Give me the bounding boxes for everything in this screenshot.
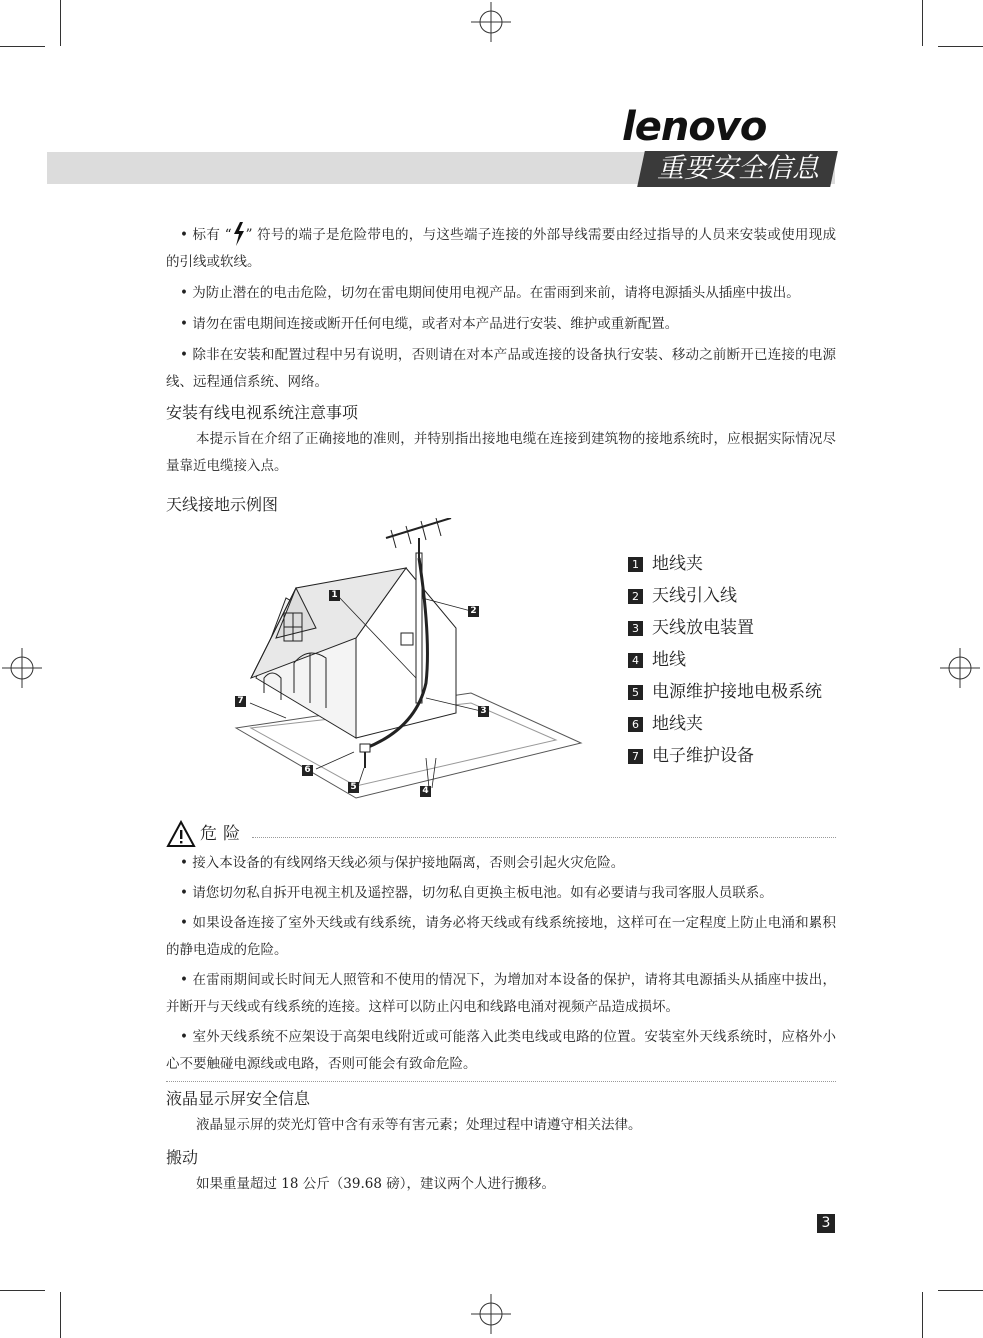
danger-item (166, 850, 836, 877)
legend-number: 1 (628, 557, 643, 572)
bullet-text: • 除非在安装和配置过程中另有说明，否则请在对本产品或连接的设备执行安装、移动之前断开已连接的电源线、远程通信系统、网络。 (166, 347, 836, 390)
legend-label: 电子维护设备 (652, 746, 754, 766)
danger-item-text: • 如果设备连接了室外天线或有线系统，请务必将天线或有线系统接地，这样可在一定程度上防止电涌和累积的静电造成的危险。 (166, 915, 836, 958)
legend-number: 5 (628, 685, 643, 700)
crop-mark (922, 1292, 923, 1338)
intro-bullet (166, 311, 836, 338)
legend-number: 2 (628, 589, 643, 604)
crop-mark (0, 1290, 45, 1291)
crop-mark (0, 46, 45, 47)
crop-mark (60, 0, 61, 46)
callout-badge: 2 (468, 606, 479, 617)
page-content (166, 222, 836, 1202)
registration-mark-icon (471, 1294, 511, 1334)
lcd-section-heading: 液晶显示屏安全信息 (166, 1089, 311, 1108)
cable-section-heading: 安装有线电视系统注意事项 (166, 403, 359, 422)
moving-section-heading: 搬动 (166, 1148, 199, 1167)
figure-heading: 天线接地示例图 (166, 495, 279, 514)
house-antenna-illustration (226, 518, 586, 808)
callout-badge: 4 (420, 786, 431, 797)
warning-triangle-icon (166, 820, 196, 848)
danger-item-text: • 室外天线系统不应架设于高架电线附近或可能落入此类电线或电路的位置。安装室外天线系统时，应格外小心不要触碰电源线或电路，否则可能会有致命危险。 (166, 1029, 836, 1072)
moving-section-body: 如果重量超过 18 公斤（39.68 磅），建议两个人进行搬移。 (196, 1176, 555, 1192)
danger-item-text: • 接入本设备的有线网络天线必须与保护接地隔离，否则会引起火灾危险。 (180, 855, 625, 871)
page-number: 3 (817, 1214, 835, 1233)
legend-label: 天线引入线 (652, 586, 737, 606)
danger-heading (166, 818, 836, 850)
legend-item (628, 740, 822, 772)
danger-item-text: • 请您切勿私自拆开电视主机及遥控器，切勿私自更换主板电池。如有必要请与我司客服人员联系。 (180, 885, 773, 901)
cable-section-body: 本提示旨在介绍了正确接地的准则，并特别指出接地电缆在连接到建筑物的接地系统时，应根据实际情况尽量靠近电缆接入点。 (166, 431, 836, 474)
danger-item-text: • 在雷雨期间或长时间无人照管和不使用的情况下，为增加对本设备的保护，请将其电源插头从插座中拔出，并断开与天线或有线系统的连接。这样可以防止闪电和线路电涌对视频产品造成损坏。 (166, 972, 836, 1015)
bullet-text: • 为防止潜在的电击危险，切勿在雷电期间使用电视产品。在雷雨到来前，请将电源插头从插座中拔出。 (180, 285, 800, 301)
danger-item (166, 880, 836, 907)
danger-title: 危险 (200, 823, 246, 844)
dotted-rule (252, 837, 836, 838)
legend-label: 地线夹 (652, 714, 703, 734)
crop-mark (938, 46, 983, 47)
legend-item (628, 580, 822, 612)
bullet-text: • 标有 “ (180, 227, 232, 243)
legend-number: 6 (628, 717, 643, 732)
danger-item (166, 1024, 836, 1078)
legend-item (628, 644, 822, 676)
page-title-text: 重要安全信息 (656, 153, 819, 184)
antenna-grounding-figure (166, 518, 836, 814)
intro-bullet (166, 342, 836, 396)
danger-item (166, 967, 836, 1021)
callout-badge: 3 (478, 706, 489, 717)
legend-item (628, 612, 822, 644)
crop-mark (60, 1292, 61, 1338)
bullet-text: • 请勿在雷电期间连接或断开任何电缆，或者对本产品进行安装、维护或重新配置。 (180, 316, 679, 332)
danger-list (166, 850, 836, 1078)
high-voltage-bolt-icon (232, 222, 246, 246)
callout-badge: 5 (348, 782, 359, 793)
intro-bullet (166, 280, 836, 307)
legend-item (628, 708, 822, 740)
legend-number: 7 (628, 749, 643, 764)
registration-mark-icon (471, 2, 511, 42)
legend-number: 4 (628, 653, 643, 668)
legend-item (628, 676, 822, 708)
legend-label: 电源维护接地电极系统 (652, 682, 822, 702)
danger-item (166, 910, 836, 964)
crop-mark (922, 0, 923, 46)
legend-number: 3 (628, 621, 643, 636)
legend-label: 地线 (652, 650, 686, 670)
legend-item (628, 548, 822, 580)
legend-label: 天线放电装置 (652, 618, 754, 638)
lcd-section-body: 液晶显示屏的荧光灯管中含有汞等有害元素；处理过程中请遵守相关法律。 (196, 1117, 642, 1133)
legend-label: 地线夹 (652, 554, 703, 574)
callout-badge: 7 (235, 696, 246, 707)
callout-badge: 1 (329, 590, 340, 601)
dotted-rule (166, 1081, 836, 1082)
registration-mark-icon (940, 648, 980, 688)
callout-badge: 6 (302, 765, 313, 776)
bullet-text: ” 符号的端子是危险带电的，与这些端子连接的外部导线需要由经过指导的人员来安装或使用现成的引线或软线。 (166, 227, 836, 270)
intro-bullet (166, 222, 836, 276)
lenovo-logo: lenovo (622, 104, 767, 150)
page-title (637, 151, 838, 187)
figure-legend (628, 548, 822, 772)
registration-mark-icon (2, 648, 42, 688)
crop-mark (938, 1290, 983, 1291)
